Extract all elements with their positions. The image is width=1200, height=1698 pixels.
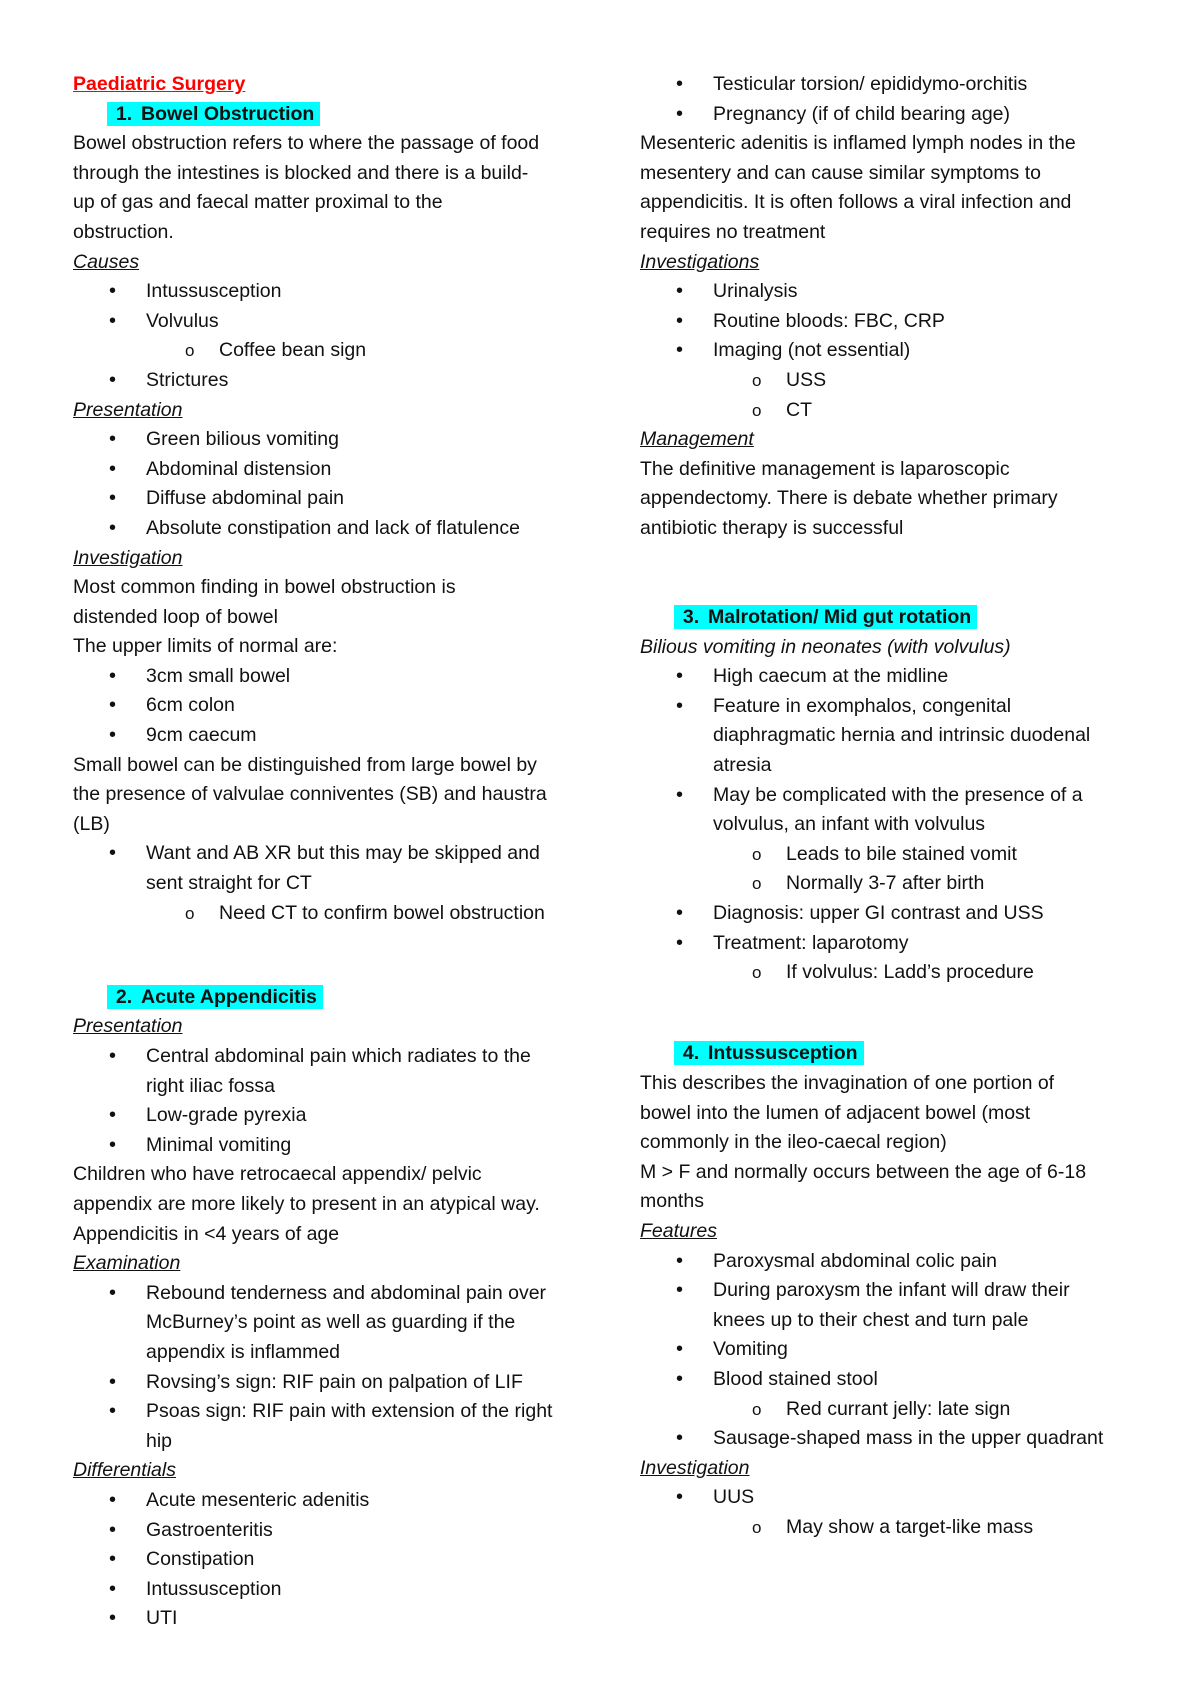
paragraph-line: distended loop of bowel xyxy=(73,605,278,628)
paragraph-line: Appendicitis in <4 years of age xyxy=(73,1222,340,1245)
limits-list xyxy=(73,662,593,751)
examination-label: Examination xyxy=(73,1252,181,1275)
list-item: • Paroxysmal abdominal colic pain xyxy=(640,1247,1140,1277)
list-item-line: • Psoas sign: RIF pain with extension of the right xyxy=(146,1400,553,1423)
section-heading-intussusception xyxy=(640,1039,1140,1069)
list-item: • UUS xyxy=(640,1483,1140,1513)
paragraph-line: This describes the invagination of one portion of xyxy=(640,1072,1055,1094)
volvulus-sublist xyxy=(640,840,1140,899)
list-item-line: • During paroxysm the infant will draw their xyxy=(713,1279,1070,1302)
list-item: • 9cm caecum xyxy=(73,721,593,751)
appendicitis-presentation-list xyxy=(73,1042,593,1160)
differentials-list xyxy=(73,1486,593,1634)
list-item: • High caecum at the midline xyxy=(640,662,1140,692)
list-item xyxy=(73,1397,593,1456)
list-item: • Treatment: laparotomy xyxy=(640,929,1140,959)
paragraph-line: commonly in the ileo-caecal region) xyxy=(640,1131,947,1154)
sub-list-item: o CT xyxy=(640,396,1140,426)
sub-list-item: o Coffee bean sign xyxy=(73,336,593,366)
paragraph-line: (LB) xyxy=(73,812,110,835)
paragraph-line: Children who have retrocaecal appendix/ pelvic xyxy=(73,1163,482,1186)
paragraph-line: Most common finding in bowel obstruction is xyxy=(73,576,456,599)
paragraph-line: M > F and normally occurs between the age of 6-18 xyxy=(640,1160,1087,1183)
list-item-line: McBurney’s point as well as guarding if the xyxy=(146,1311,516,1334)
uus-sublist xyxy=(640,1513,1140,1543)
paragraph-line: the presence of valvulae conniventes (SB) and haustra xyxy=(73,783,547,806)
treatment-sublist xyxy=(640,958,1140,988)
features-label: Features xyxy=(640,1219,717,1242)
paragraph-line: Mesenteric adenitis is inflamed lymph nodes in the xyxy=(640,132,1076,155)
sub-list-item: o May show a target-like mass xyxy=(640,1513,1140,1543)
paragraph-line: Small bowel can be distinguished from large bowel by xyxy=(73,753,537,776)
sub-list-item: o USS xyxy=(640,366,1140,396)
paragraph-line: requires no treatment xyxy=(640,220,826,243)
list-item-line: volvulus, an infant with volvulus xyxy=(713,813,986,836)
list-item xyxy=(640,781,1140,840)
list-item xyxy=(640,692,1140,781)
examination-list xyxy=(73,1279,593,1457)
differentials-label: Differentials xyxy=(73,1459,176,1482)
list-item-line: diaphragmatic hernia and intrinsic duodenal xyxy=(713,724,1091,747)
list-item-line: • Rebound tenderness and abdominal pain over xyxy=(146,1281,547,1304)
list-item-line: hip xyxy=(146,1429,173,1452)
list-item: • Diagnosis: upper GI contrast and USS xyxy=(640,899,1140,929)
imaging-sublist xyxy=(640,366,1140,425)
paragraph-line: up of gas and faecal matter proximal to the xyxy=(73,191,443,214)
section-number: 2. xyxy=(115,985,133,1008)
malrotation-subtitle: Bilious vomiting in neonates (with volvulus) xyxy=(640,635,1011,658)
list-item: • Imaging (not essential) xyxy=(640,336,1140,366)
presentation-label: Presentation xyxy=(73,1015,183,1038)
list-item-line: • Central abdominal pain which radiates to the xyxy=(146,1045,531,1067)
sub-list-item: o Red currant jelly: late sign xyxy=(640,1395,1140,1425)
paragraph-line: The upper limits of normal are: xyxy=(73,635,338,658)
section-heading-acute-appendicitis xyxy=(73,983,593,1013)
list-item-line: knees up to their chest and turn pale xyxy=(713,1308,1029,1331)
features-list xyxy=(640,1247,1140,1395)
list-item: • Volvulus xyxy=(73,307,593,337)
list-item: • Minimal vomiting xyxy=(73,1131,593,1161)
paragraph-line: through the intestines is blocked and there is a build- xyxy=(73,161,529,184)
investigation-label: Investigation xyxy=(73,546,183,569)
paragraph-line: appendix are more likely to present in an atypical way. xyxy=(73,1192,540,1215)
section-heading-malrotation xyxy=(640,603,1140,633)
section-number: 1. xyxy=(115,102,133,125)
list-item: • Vomiting xyxy=(640,1335,1140,1365)
paragraph-line: The definitive management is laparoscopic xyxy=(640,457,1010,480)
management-label: Management xyxy=(640,428,754,451)
malrotation-list-continued xyxy=(640,899,1140,958)
list-item-line: sent straight for CT xyxy=(146,872,312,895)
paragraph-line: appendicitis. It is often follows a viral infection and xyxy=(640,191,1072,214)
list-item: • Pregnancy (if of child bearing age) xyxy=(640,100,1140,130)
paragraph-line: months xyxy=(640,1190,704,1213)
document-title: Paediatric Surgery xyxy=(73,73,246,95)
section-title: Intussusception xyxy=(708,1042,858,1065)
paragraph-line: bowel into the lumen of adjacent bowel (most xyxy=(640,1101,1031,1124)
list-item: • Acute mesenteric adenitis xyxy=(73,1486,593,1516)
list-item: • 6cm colon xyxy=(73,691,593,721)
list-item: • Urinalysis xyxy=(640,277,1140,307)
list-item: • Diffuse abdominal pain xyxy=(73,484,593,514)
section-title: Acute Appendicitis xyxy=(141,985,317,1008)
list-item xyxy=(73,1042,593,1101)
list-item-line: • Want and AB XR but this may be skipped and xyxy=(146,842,540,865)
differentials-list-continued xyxy=(640,70,1140,129)
investigations-list xyxy=(640,277,1140,366)
paragraph-line: antibiotic therapy is successful xyxy=(640,516,904,539)
sub-list-item: o Leads to bile stained vomit xyxy=(640,840,1140,870)
causes-list xyxy=(73,277,593,336)
list-item: • Green bilious vomiting xyxy=(73,425,593,455)
causes-list-continued xyxy=(73,366,593,396)
investigation-label: Investigation xyxy=(640,1456,750,1479)
stool-sublist xyxy=(640,1395,1140,1425)
paragraph-line: Bowel obstruction refers to where the passage of food xyxy=(73,132,540,155)
list-item: • Intussusception xyxy=(73,1575,593,1605)
investigation-list xyxy=(640,1483,1140,1513)
list-item: • Rovsing’s sign: RIF pain on palpation of LIF xyxy=(73,1368,593,1398)
list-item: • Low-grade pyrexia xyxy=(73,1101,593,1131)
presentation-list xyxy=(73,425,593,543)
presentation-label: Presentation xyxy=(73,398,183,421)
list-item: • Gastroenteritis xyxy=(73,1516,593,1546)
list-item: • Constipation xyxy=(73,1545,593,1575)
list-item: • Routine bloods: FBC, CRP xyxy=(640,307,1140,337)
bowel-intro xyxy=(73,129,593,247)
list-item-line: appendix is inflammed xyxy=(146,1340,341,1363)
list-item: • Blood stained stool xyxy=(640,1365,1140,1395)
list-item xyxy=(640,1276,1140,1335)
features-list-continued xyxy=(640,1424,1140,1454)
section-title: Malrotation/ Mid gut rotation xyxy=(708,606,972,629)
left-column xyxy=(73,70,593,1634)
volvulus-sublist xyxy=(73,336,593,366)
ct-sublist xyxy=(73,899,593,929)
list-item: • Intussusception xyxy=(73,277,593,307)
list-item: • UTI xyxy=(73,1604,593,1634)
malrotation-list xyxy=(640,662,1140,840)
section-heading-bowel-obstruction xyxy=(73,100,593,130)
paragraph-line: appendectomy. There is debate whether primary xyxy=(640,487,1058,510)
list-item: • Testicular torsion/ epididymo-orchitis xyxy=(640,70,1140,100)
list-item: • Absolute constipation and lack of flatulence xyxy=(73,514,593,544)
list-item-line: right iliac fossa xyxy=(146,1074,275,1097)
sub-list-item: o Normally 3-7 after birth xyxy=(640,869,1140,899)
xr-list xyxy=(73,839,593,898)
paragraph-line: obstruction. xyxy=(73,220,174,243)
list-item xyxy=(73,839,593,898)
sub-list-item: o If volvulus: Ladd’s procedure xyxy=(640,958,1140,988)
causes-label: Causes xyxy=(73,250,140,273)
list-item-line: • Feature in exomphalos, congenital xyxy=(713,694,1012,717)
right-column xyxy=(640,70,1140,1543)
section-number: 4. xyxy=(682,1042,700,1065)
list-item: • Strictures xyxy=(73,366,593,396)
list-item: • Sausage-shaped mass in the upper quadrant xyxy=(640,1424,1140,1454)
investigations-label: Investigations xyxy=(640,250,760,273)
section-title: Bowel Obstruction xyxy=(141,102,315,125)
list-item-line: atresia xyxy=(713,754,772,777)
list-item: • Abdominal distension xyxy=(73,455,593,485)
sub-list-item: o Need CT to confirm bowel obstruction xyxy=(73,899,593,929)
list-item xyxy=(73,1279,593,1368)
list-item: • 3cm small bowel xyxy=(73,662,593,692)
section-number: 3. xyxy=(682,606,700,629)
list-item-line: • May be complicated with the presence of a xyxy=(713,783,1083,806)
paragraph-line: mesentery and can cause similar symptoms to xyxy=(640,161,1041,184)
